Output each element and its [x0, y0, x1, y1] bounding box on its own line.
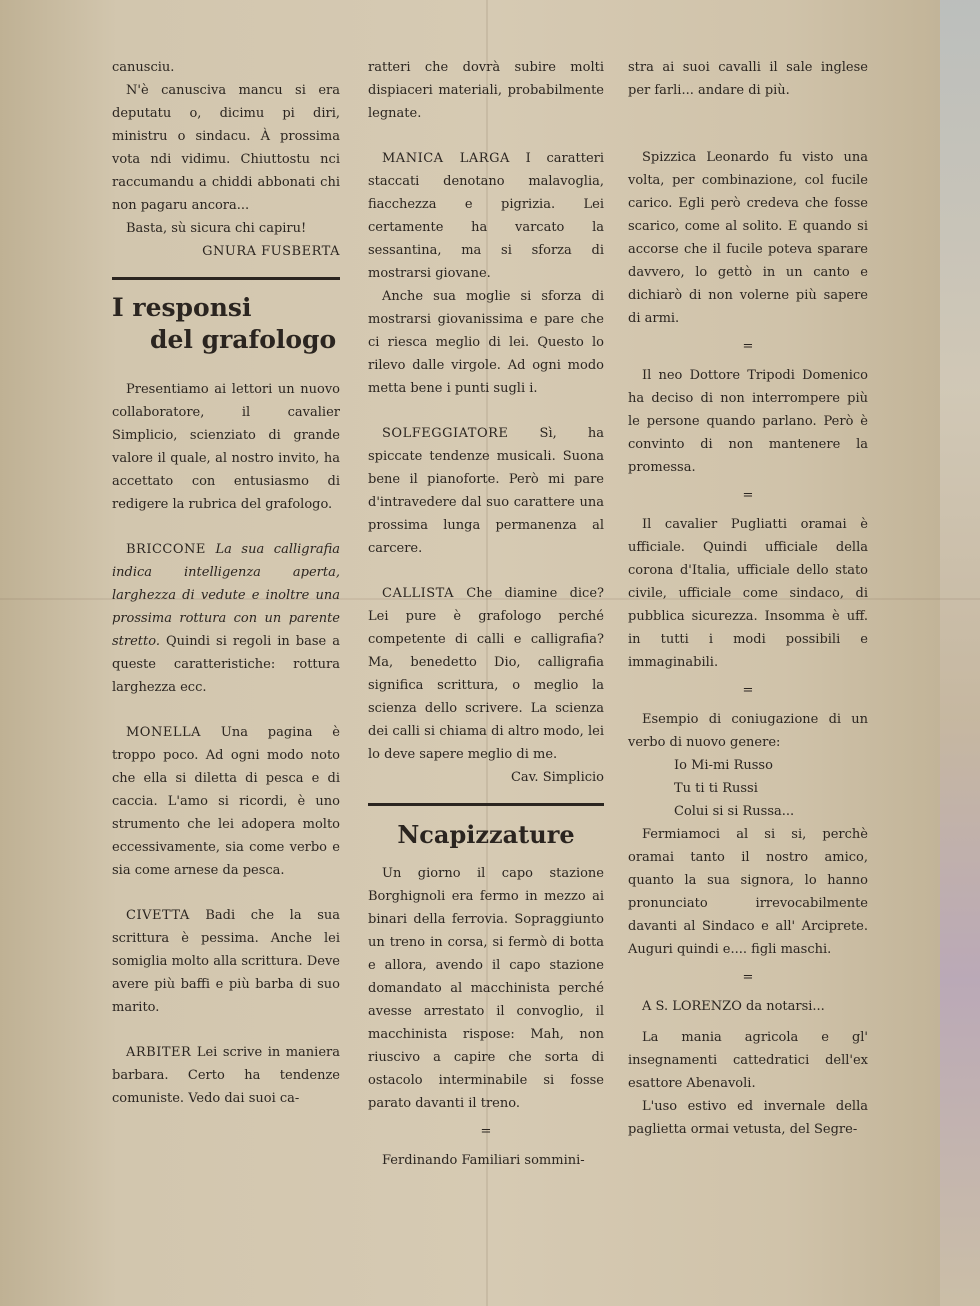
spacer [112, 882, 340, 904]
briccone-italic: La sua calligrafia indica intelligenza aperta, larghezza di vedute e inoltre una prossima rottura con un parente stretto. [112, 542, 341, 649]
entry-monella [112, 721, 340, 882]
briccone-rest: Quindi si regoli in base a queste caratteristiche: rottura larghezza ecc. [112, 634, 340, 695]
manica-text: I caratteri staccati denotano malavoglia, fiacchezza e pigrizia. Lei certamente ha varcato la sessantina, ma si sforza di mostrarsi giovane. [368, 151, 605, 281]
keyword-callista: CALLISTA [382, 586, 454, 601]
entry-briccone [112, 538, 340, 699]
spacer [112, 516, 340, 538]
a-s-lorenzo-heading: A S. LORENZO da notarsi... [642, 999, 825, 1014]
entry-manica-larga [368, 147, 604, 285]
entry-civetta [112, 904, 340, 1019]
spacer [112, 1019, 340, 1041]
entry-arbiter [112, 1041, 340, 1110]
spizzica-paragraph: Spizzica Leonardo fu visto una volta, per combinazione, col fucile carico. Egli però credeva che fosse scarico, come al solito. E quando si accorse che il fucile poteva sparare davvero, lo gettò in un canto e dichiarò di non volerne più sapere di armi. [628, 150, 868, 326]
spacer [112, 699, 340, 721]
headline-ncapizzature: Ncapizzature [397, 820, 575, 849]
pugliatti-paragraph: Il cavalier Pugliatti oramai è ufficiale. Quindi ufficiale della corona d'Italia, ufficiale dello stato civile, ufficiale come sindaco, di pubblica sicurezza. Insomma è uff. in tutti i modi possibili e immaginabili. [628, 517, 868, 670]
signature-gnura-fusberta: GNURA FUSBERTA [202, 244, 340, 259]
background-edge [940, 0, 980, 1306]
entry-solfeggiatore [368, 422, 604, 560]
callista-text: Che diamine dice? Lei pure è grafologo perché competente di calli e calligrafia? Ma, benedetto Dio, calligrafia significa scrittura, o meglio la scienza dello scrivere. La scienza dei calli si chiama di altro modo, lei lo deve sapere meglio di me. [368, 586, 604, 762]
keyword-briccone: BRICCONE [126, 542, 206, 557]
spacer [628, 102, 868, 146]
spacer [368, 400, 604, 422]
spacer [368, 125, 604, 147]
solfeggiatore-text: Sì, ha spiccate tendenze musicali. Suona bene il pianoforte. Però mi pare d'intravedere dal suo carattere una prossima lunga permanenza al carcere. [368, 426, 604, 556]
mania-paragraph: La mania agricola e gl' insegnamenti cattedratici dell'ex esattore Abenavoli. [628, 1030, 868, 1091]
col1-p3: Basta, sù sicura chi capiru! [126, 221, 307, 236]
column-1 [112, 56, 340, 1110]
keyword-civetta: CIVETTA [126, 908, 190, 923]
separator: = [742, 488, 754, 503]
spacer [112, 356, 340, 378]
keyword-manica-larga: MANICA LARGA [382, 151, 510, 166]
col1-p1: canusciu. [112, 60, 175, 75]
separator: = [480, 1124, 492, 1139]
monella-text: Una pagina è troppo poco. Ad ogni modo noto che ella si diletta di pesca e di caccia. L'amo si ricordi, è uno strumento che lei adopera molto eccessivamente, sia come verbo e sia come arnese da pesca. [112, 725, 340, 878]
keyword-solfeggiatore: SOLFEGGIATORE [382, 426, 509, 441]
separator: = [742, 339, 754, 354]
signature-cav-simplicio: Cav. Simplicio [510, 770, 604, 785]
col3-p1: stra ai suoi cavalli il sale inglese per farli... andare di più. [628, 60, 868, 98]
spacer [368, 560, 604, 582]
tripodi-paragraph: Il neo Dottore Tripodi Domenico ha deciso di non interrompere più le persone quando parlano. Però è convinto di non mantenere la promessa. [628, 368, 868, 475]
spacer [628, 1018, 868, 1026]
ncapizzature-paragraph: Un giorno il capo stazione Borghignoli era fermo in mezzo ai binari della ferrovia. Sopraggiunto un treno in corsa, si fermò di botta e allora, avendo il capo stazione domandato al macchinista perché avesse arrestato il convoglio, il macchinista rispose: Mah, non riuscivo a capire che sorta di ostacolo interminabile si fosse parato davanti il treno. [368, 866, 604, 1111]
verse-line-3: Colui si si Russa... [674, 804, 795, 819]
arbiter-text: Lei scrive in maniera barbara. Certo ha tendenze comuniste. Vedo dai suoi ca- [112, 1045, 340, 1106]
col2-p1: ratteri che dovrà subire molti dispiaceri materiali, probabilmente legnate. [368, 60, 604, 121]
headline-responsi-line1: I responsi [112, 293, 252, 322]
fermiamoci-paragraph: Fermiamoci al si si, perchè oramai tanto il nostro amico, quanto la sua signora, lo hanno pronunciato irrevocabilmente davanti al Sindaco e all' Arciprete. Auguri quindi e.... figli maschi. [628, 827, 868, 957]
esempio-paragraph: Esempio di coniugazione di un verbo di nuovo genere: [628, 712, 868, 750]
moglie-paragraph: Anche sua moglie si sforza di mostrarsi giovanissima e pare che ci riesca meglio di lei. Questo lo rilevo dalle virgole. Ad ogni modo metta bene i punti sugli i. [368, 289, 604, 396]
column-3 [628, 56, 868, 1141]
entry-callista [368, 582, 604, 766]
uso-paragraph: L'uso estivo ed invernale della paglietta ormai vetusta, del Segre- [628, 1099, 868, 1137]
intro-paragraph: Presentiamo ai lettori un nuovo collaboratore, il cavalier Simplicio, scienziato di grande valore il quale, al nostro invito, ha accettato con entusiasmo di redigere la rubrica del grafologo. [112, 382, 340, 512]
section-rule [112, 277, 340, 280]
separator: = [742, 970, 754, 985]
civetta-text: Badi che la sua scrittura è pessima. Anche lei somiglia molto alla scrittura. Deve avere più baffi e più barba di suo marito. [112, 908, 340, 1015]
keyword-monella: MONELLA [126, 725, 201, 740]
verse-line-1: Io Mi-mi Russo [674, 758, 773, 773]
col1-p2: N'è canusciva mancu si era deputatu o, dicimu pi diri, ministru o sindacu. À prossima vota ndi vidimu. Chiuttostu nci raccumandu a chiddi abbonati chi non pagaru ancora... [112, 83, 340, 213]
ferdinando-paragraph: Ferdinando Familiari sommini- [382, 1153, 585, 1168]
keyword-arbiter: ARBITER [126, 1045, 192, 1060]
verse-line-2: Tu ti ti Russi [674, 781, 758, 796]
section-rule [368, 803, 604, 806]
column-2 [368, 56, 604, 1172]
separator: = [742, 683, 754, 698]
headline-responsi-line2: del grafologo [150, 325, 337, 354]
